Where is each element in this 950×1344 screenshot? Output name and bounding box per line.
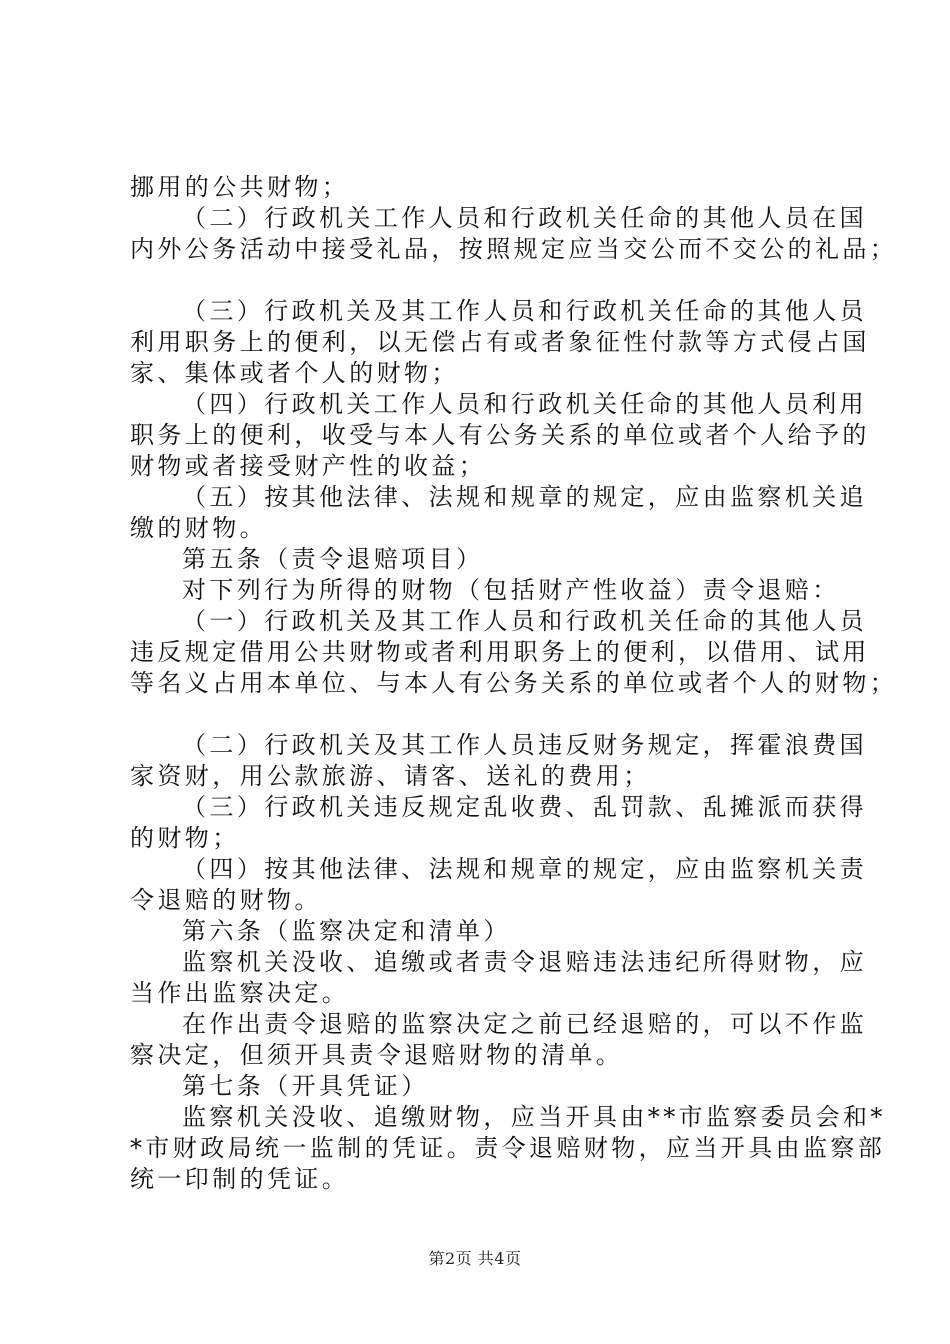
text-line: 统一印制的凭证。 bbox=[130, 1165, 350, 1193]
text-line: （二）行政机关及其工作人员违反财务规定，挥霍浪费国 bbox=[182, 731, 867, 759]
page-footer: 第2页 共4页 bbox=[428, 1249, 522, 1268]
text-line: 缴的财物。 bbox=[130, 514, 267, 542]
blank-line bbox=[130, 265, 830, 296]
text-line: （一）行政机关及其工作人员和行政机关任命的其他人员 bbox=[182, 607, 867, 635]
text-line: 利用职务上的便利，以无偿占有或者象征性付款等方式侵占国 bbox=[130, 328, 870, 356]
text-line: 察决定，但须开具责令退赔财物的清单。 bbox=[130, 1041, 624, 1069]
document-body bbox=[130, 172, 898, 1195]
text-line: （二）行政机关工作人员和行政机关任命的其他人员在国 bbox=[182, 204, 867, 232]
article-heading: 第六条（监察决定和清单） bbox=[182, 917, 511, 945]
text-line: 职务上的便利，收受与本人有公务关系的单位或者个人给予的 bbox=[130, 421, 870, 449]
text-line: 令退赔的财物。 bbox=[130, 886, 322, 914]
blank-line bbox=[130, 699, 830, 730]
text-line: 违反规定借用公共财物或者利用职务上的便利，以借用、试用 bbox=[130, 638, 870, 666]
text-line: *市财政局统一监制的凭证。责令退赔财物，应当开具由监察部 bbox=[130, 1134, 886, 1162]
text-line: 财物或者接受财产性的收益； bbox=[130, 452, 487, 480]
text-line: （三）行政机关及其工作人员和行政机关任命的其他人员 bbox=[182, 297, 867, 325]
text-line: 在作出责令退赔的监察决定之前已经退赔的，可以不作监 bbox=[182, 1010, 867, 1038]
text-line: 对下列行为所得的财物（包括财产性收益）责令退赔： bbox=[182, 576, 840, 604]
text-line: 等名义占用本单位、与本人有公务关系的单位或者个人的财物； bbox=[130, 669, 898, 697]
text-line: （四）行政机关工作人员和行政机关任命的其他人员利用 bbox=[182, 390, 867, 418]
text-line: 内外公务活动中接受礼品，按照规定应当交公而不交公的礼品； bbox=[130, 235, 898, 263]
article-heading: 第五条（责令退赔项目） bbox=[182, 545, 484, 573]
text-line: 当作出监察决定。 bbox=[130, 979, 350, 1007]
text-line: （四）按其他法律、法规和规章的规定，应由监察机关责 bbox=[182, 855, 867, 883]
text-line: 的财物； bbox=[130, 824, 240, 852]
text-line: 监察机关没收、追缴或者责令退赔违法违纪所得财物，应 bbox=[182, 948, 867, 976]
text-line: 家、集体或者个人的财物； bbox=[130, 359, 459, 387]
text-line: （五）按其他法律、法规和规章的规定，应由监察机关追 bbox=[182, 483, 867, 511]
article-heading: 第七条（开具凭证） bbox=[182, 1072, 429, 1100]
text-line: 监察机关没收、追缴财物，应当开具由**市监察委员会和* bbox=[182, 1103, 886, 1131]
text-line: （三）行政机关违反规定乱收费、乱罚款、乱摊派而获得 bbox=[182, 793, 867, 821]
text-line: 挪用的公共财物； bbox=[130, 173, 350, 201]
text-line: 家资财，用公款旅游、请客、送礼的费用； bbox=[130, 762, 651, 790]
